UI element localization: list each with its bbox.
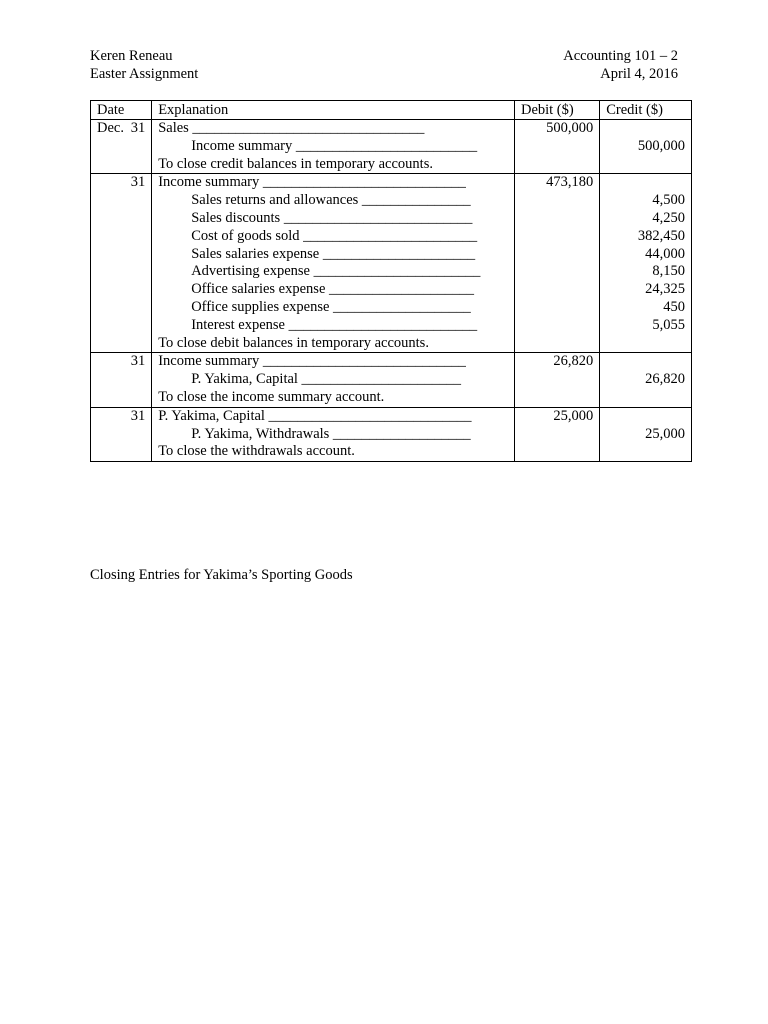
entry-debit-cell [514,407,599,461]
credit-account: P. Yakima, Withdrawals ___________________ [191,425,471,442]
entry-debit-cell [514,120,599,174]
entry-explanation-cell [152,353,515,407]
entry-date-cell [91,353,152,407]
credit-amount: 4,500 [652,192,685,209]
entry-debit-cell [514,174,599,353]
entry-date-cell [91,174,152,353]
entry-month: Dec. [97,120,124,136]
credit-account: Office supplies expense ___________________ [191,298,471,315]
entry-day: 31 [130,353,146,370]
entry-date-cell [91,120,152,174]
entry-credit-cell [600,407,692,461]
debit-account: Income summary ____________________________ [158,174,466,191]
credit-account: Sales salaries expense _____________________ [191,245,476,262]
journal-entry-row [91,353,692,407]
entry-memo: To close debit balances in temporary accounts. [158,334,429,351]
credit-account: Advertising expense _______________________ [191,263,481,280]
entry-memo: To close the income summary account. [158,388,385,405]
entry-credit-cell [600,120,692,174]
entry-day: 31 [130,174,146,191]
assignment-date: April 4, 2016 [600,66,678,82]
assignment-title: Easter Assignment [90,66,199,82]
debit-account: P. Yakima, Capital ____________________________ [158,407,472,424]
credit-amount: 382,450 [637,227,685,244]
column-header-credit: Credit ($) [600,101,692,120]
debit-account: Sales ________________________________ [158,120,425,136]
column-header-debit: Debit ($) [514,101,599,120]
credit-amount: 8,150 [652,263,685,280]
credit-account: Office salaries expense ____________________ [191,281,475,298]
table-header-row [91,101,692,120]
entry-explanation-cell [152,174,515,353]
table-caption: Closing Entries for Yakima’s Sporting Goods [90,567,353,583]
credit-spacer [606,120,685,138]
credit-account: Interest expense __________________________ [191,316,478,333]
credit-amount: 26,820 [645,371,685,388]
credit-spacer [606,408,685,426]
column-header-date: Date [91,101,152,120]
credit-account: Sales discounts __________________________ [191,209,473,226]
entry-credit-cell [600,174,692,353]
credit-amount: 450 [663,298,685,315]
credit-account: Cost of goods sold ________________________ [191,227,478,244]
header-left [90,47,198,83]
entry-day: 31 [130,407,146,424]
credit-amount: 5,055 [652,316,685,333]
student-name: Keren Reneau [90,48,173,64]
credit-account: Income summary _________________________ [191,137,478,154]
entry-explanation-cell [152,120,515,174]
entry-explanation-cell [152,407,515,461]
credit-spacer [606,174,685,192]
credit-amount: 24,325 [645,281,685,298]
journal-entry-row [91,174,692,353]
credit-amount: 44,000 [645,245,685,262]
credit-spacer [606,353,685,371]
journal-entry-row [91,407,692,461]
journal-entry-row [91,120,692,174]
debit-amount: 25,000 [553,407,594,424]
entry-memo: To close credit balances in temporary accounts. [158,155,433,172]
entry-day: 31 [130,120,146,136]
column-header-explanation: Explanation [152,101,515,120]
debit-amount: 26,820 [553,353,594,370]
course-name: Accounting 101 – 2 [563,48,678,64]
credit-account: Sales returns and allowances _______________ [191,192,471,209]
header-right [563,47,678,83]
entry-memo: To close the withdrawals account. [158,443,355,460]
entry-credit-cell [600,353,692,407]
journal-table [90,100,692,462]
debit-amount: 500,000 [546,120,594,136]
credit-amount: 25,000 [645,425,685,442]
credit-amount: 500,000 [637,137,685,154]
credit-account: P. Yakima, Capital ______________________ [191,371,462,388]
entry-date-cell [91,407,152,461]
entry-debit-cell [514,353,599,407]
debit-amount: 473,180 [546,174,594,191]
debit-account: Income summary ____________________________ [158,353,466,370]
credit-amount: 4,250 [652,209,685,226]
